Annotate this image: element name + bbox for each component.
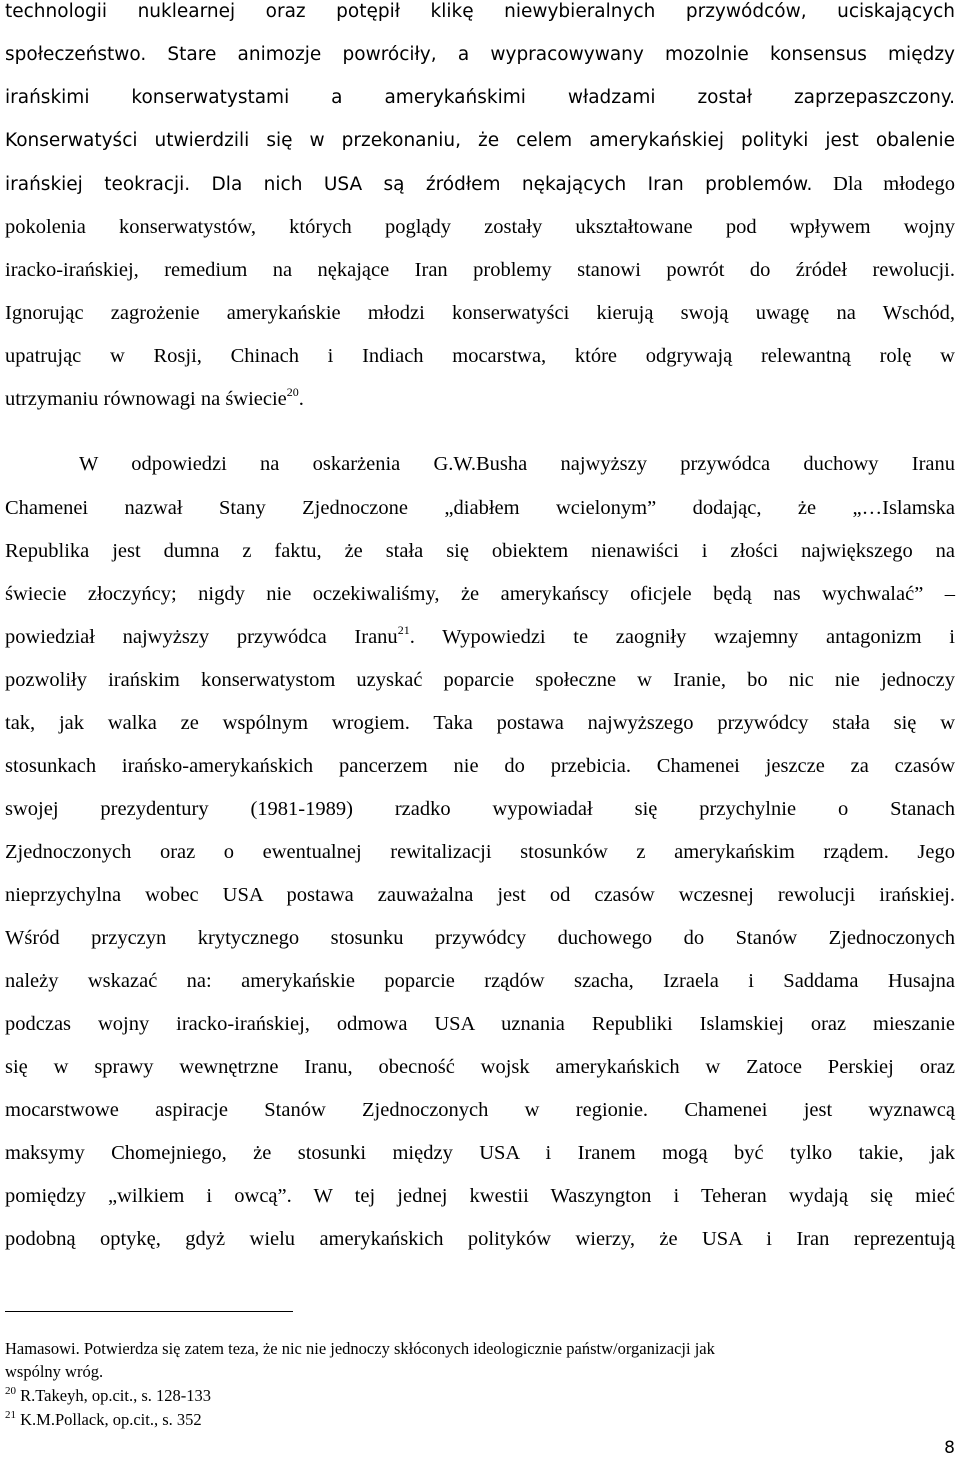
- text-line: [5, 625, 955, 649]
- text-line: pokolenia konserwatystów, których poglądy zostały ukształtowane pod wpływem wojny: [5, 216, 955, 238]
- text-segment: stosunkach irańsko-amerykańskich pancerzem nie do przebicia.: [5, 755, 631, 777]
- text-line: W odpowiedzi na oskarżenia G.W.Busha najwyższy przywódca duchowy Iranu: [79, 453, 955, 475]
- text-line: nieprzychylna wobec USA postawa zauważalna jest od czasów wczesnej rewolucji irańskiej.: [5, 884, 955, 906]
- text-line: Ignorując zagrożenie amerykańskie młodzi konserwatyści kierują swoją uwagę na Wschód,: [5, 302, 955, 324]
- text-segment: Taka postawa najwyższego przywódcy stała się w: [433, 712, 956, 734]
- text-line: pozwoliły irańskim konserwatystom uzyskać poparcie społeczne w Iranie, bo nic nie jednoczy: [5, 669, 955, 691]
- footnote-number: 20: [5, 1385, 16, 1397]
- text-line: swojej prezydentury (1981-1989) rzadko wypowiadał się przychylnie o Stanach: [5, 798, 955, 820]
- footnote-continuation: Hamasowi. Potwierdza się zatem teza, że nic nie jednoczy skłóconych ideologicznie państw/organizacji jak: [5, 1339, 715, 1358]
- footnote-continuation: wspólny wróg.: [5, 1362, 104, 1381]
- text-segment: Chamenei jeszcze za czasów: [656, 755, 955, 777]
- footnote-20: [5, 1386, 955, 1406]
- footnote-number: 21: [5, 1409, 16, 1421]
- footnote-text: K.M.Pollack, op.cit., s. 352: [20, 1410, 202, 1429]
- footnote-ref: 21: [397, 623, 410, 637]
- text-segment: Jego: [917, 841, 955, 863]
- text-line: Republika jest dumna z faktu, że stała się obiektem nienawiści i złości największego na: [5, 540, 955, 562]
- text-segment: irańskiej teokracji. Dla nich USA są źródłem nękających Iran problemów.: [5, 174, 813, 195]
- text-line: Wśród przyczyn krytycznego stosunku przywódcy duchowego do Stanów Zjednoczonych: [5, 927, 955, 949]
- text-line: świecie złoczyńcy; nigdy nie oczekiwaliśmy, że amerykańscy oficjele będą nas wychwalać” –: [5, 583, 955, 605]
- text-line: się w sprawy wewnętrzne Iranu, obecność wojsk amerykańskich w Zatoce Perskiej oraz: [5, 1056, 955, 1078]
- text-line: podczas wojny iracko-irańskiej, odmowa USA uznania Republiki Islamskiej oraz mieszanie: [5, 1013, 955, 1035]
- text-line: [5, 711, 955, 735]
- footnote-text: R.Takeyh, op.cit., s. 128-133: [20, 1386, 211, 1405]
- text-line: Chamenei nazwał Stany Zjednoczone „diabłem wcielonym” dodając, że „…Islamska: [5, 497, 955, 519]
- footnote-21: [5, 1410, 955, 1430]
- text-line: Konserwatyści utwierdzili się w przekonaniu, że celem amerykańskiej polityki jest obalenie: [5, 130, 955, 151]
- text-segment: utrzymaniu równowagi na świecie: [5, 388, 287, 410]
- text-line: [5, 387, 955, 411]
- text-line: [5, 172, 955, 197]
- text-line: podobną optykę, gdyż wielu amerykańskich polityków wierzy, że USA i Iran reprezentują: [5, 1228, 955, 1250]
- text-segment: powiedział najwyższy przywódca Iranu: [5, 626, 398, 648]
- text-segment: tak, jak walka ze wspólnym wrogiem.: [5, 712, 410, 734]
- text-line: [5, 840, 955, 864]
- text-line: maksymy Chomejniego, że stosunki między USA i Iranem mogą być tylko takie, jak: [5, 1142, 955, 1164]
- text-line: upatrując w Rosji, Chinach i Indiach mocarstwa, które odgrywają relewantną rolę w: [5, 345, 955, 367]
- text-line: irańskimi konserwatystami a amerykańskimi władzami został zaprzepaszczony.: [5, 87, 955, 108]
- text-line: pomiędzy „wilkiem i owcą”. W tej jednej kwestii Waszyngton i Teheran wydają się mieć: [5, 1185, 955, 1207]
- text-segment: Zjednoczonych oraz o ewentualnej rewitalizacji stosunków z amerykańskim rządem.: [5, 841, 889, 863]
- footnote-ref: 20: [286, 385, 299, 399]
- footnote-separator: [5, 1311, 293, 1312]
- text-line: [5, 1098, 955, 1122]
- text-segment: .: [298, 388, 304, 410]
- text-line: technologii nuklearnej oraz potępił klikę niewybieralnych przywódców, uciskających: [5, 1, 955, 22]
- text-segment: Dla młodego: [833, 173, 955, 195]
- text-segment: Chamenei jest wyznawcą: [684, 1099, 955, 1121]
- text-line: społeczeństwo. Stare animozje powróciły, a wypracowywany mozolnie konsensus między: [5, 44, 955, 65]
- text-segment: . Wypowiedzi te zaogniły wzajemny antagonizm i: [409, 626, 955, 648]
- text-segment: mocarstwowe aspiracje Stanów Zjednoczonych w regionie.: [5, 1099, 649, 1121]
- text-line: iracko-irańskiej, remedium na nękające Iran problemy stanowi powrót do źródeł rewolucji.: [5, 259, 955, 281]
- text-line: należy wskazać na: amerykańskie poparcie rządów szacha, Izraela i Saddama Husajna: [5, 970, 955, 992]
- text-line: [5, 754, 955, 778]
- page-number: 8: [944, 1438, 955, 1458]
